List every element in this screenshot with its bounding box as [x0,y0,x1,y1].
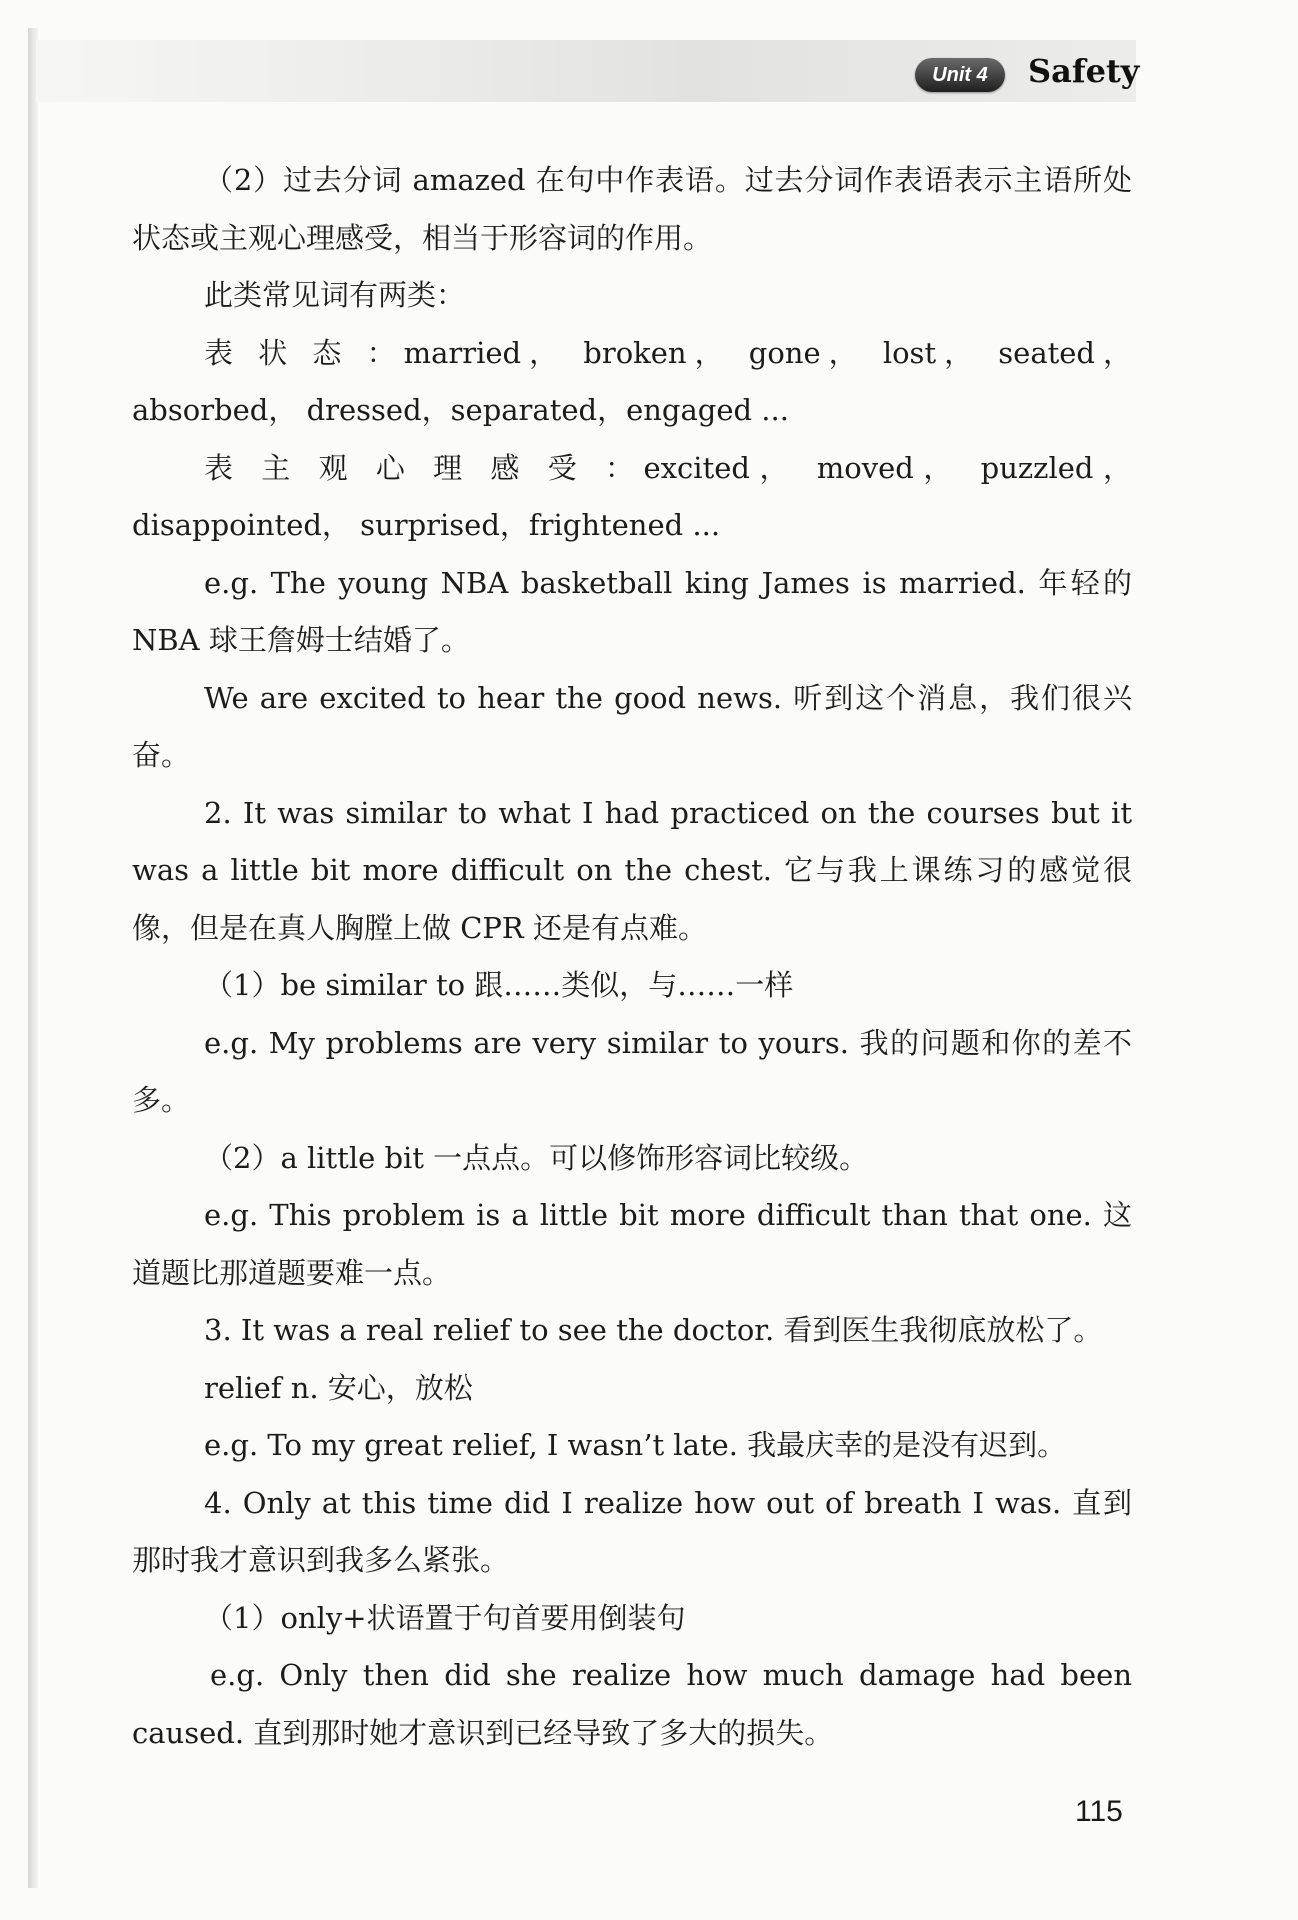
paragraph: 表 主 观 心 理 感 受 ：excited， moved， puzzled， disappointed， surprised，frightened ... [132,450,1132,542]
page-edge [28,28,38,1888]
paragraph: 表 状 态 ：married， broken， gone， lost， seated， absorbed， dressed，separated，engaged ... [132,335,1132,427]
example-sentence: e.g. To my great relief, I wasn’t late. 我最庆幸的是没有迟到。 [204,1428,1067,1462]
paragraph: （2）a little bit 一点点。可以修饰形容词比较级。 [204,1140,869,1175]
numbered-point: 4. Only at this time did I realize how out of breath I was. 直到那时我才意识到我多么紧张。 [132,1485,1132,1577]
example-sentence: e.g. The young NBA basketball king James is married. 年轻的 NBA 球王詹姆士结婚了。 [132,565,1132,657]
example-sentence: e.g. My problems are very similar to yours. 我的问题和你的差不多。 [132,1025,1132,1117]
paragraph: （2）过去分词 amazed 在句中作表语。过去分词作表语表示主语所处状态或主观心理感受，相当于形容词的作用。 [132,163,1132,255]
unit-badge: Unit 4 [915,58,1005,92]
numbered-point: 3. It was a real relief to see the doctor. 看到医生我彻底放松了。 [204,1313,1103,1347]
example-sentence: e.g. Only then did she realize how much damage had been caused. 直到那时她才意识到已经导致了多大的损失。 [132,1658,1132,1750]
unit-title: Safety [1028,52,1140,90]
paragraph: （1）only+状语置于句首要用倒装句 [204,1600,686,1635]
example-sentence: We are excited to hear the good news. 听到这个消息，我们很兴奋。 [132,680,1132,772]
paragraph: 此类常见词有两类： [204,278,466,312]
page-content [132,152,1132,1762]
numbered-point: 2. It was similar to what I had practiced on the courses but it was a little bit more difficult on the chest. 它与我上课练习的感觉很像，但是在真人胸膛上做 CPR 还是有点难。 [132,795,1132,945]
example-sentence: e.g. This problem is a little bit more difficult than that one. 这道题比那道题要难一点。 [132,1198,1132,1290]
paragraph: （1）be similar to 跟……类似，与……一样 [204,968,794,1002]
page-number: 115 [1075,1795,1123,1828]
paragraph: relief n. 安心，放松 [204,1370,473,1405]
